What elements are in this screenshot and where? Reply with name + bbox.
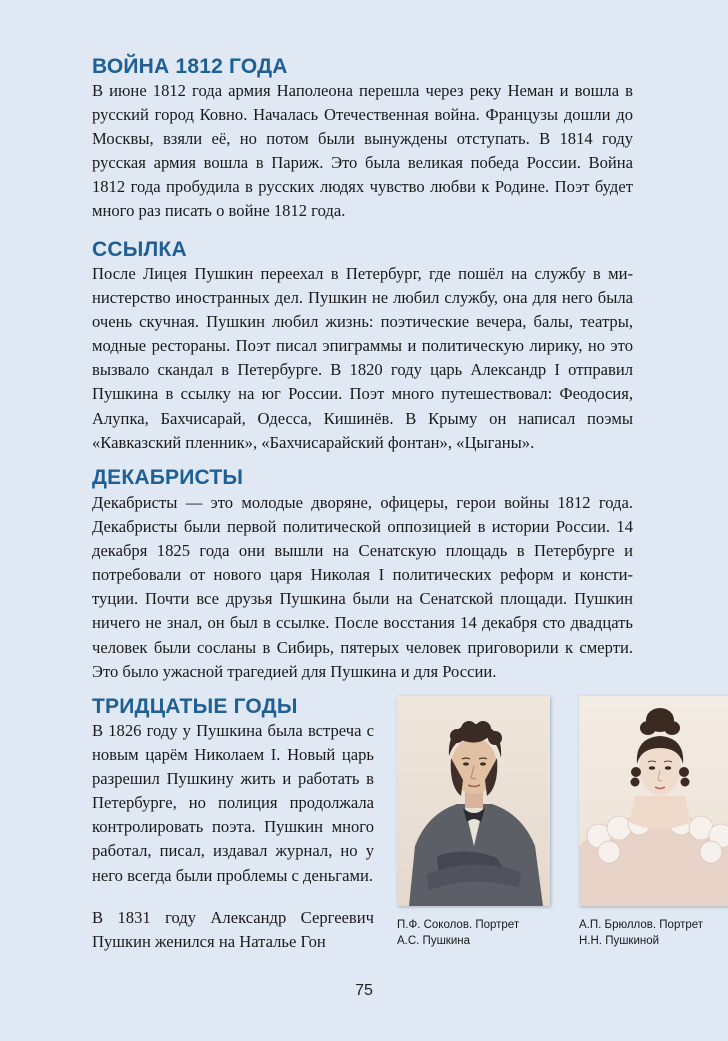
heading-war-1812: ВОЙНА 1812 ГОДА <box>92 55 288 78</box>
caption-pushkin-line2: А.С. Пушкина <box>397 935 471 947</box>
paragraph-exile: После Лицея Пушкин переехал в Петербург, где пошёл на службу в министерство иностранных дел. Пушкин не любил службу, она для него была очень скучная. Пушкин любил жизнь: поэтические вечера, балы, театры, модные рестораны. Поэт писал эпиграммы и политическую лирику, но это вызвало скандал в Петербурге. В 1820 году царь Александр I отправил Пушкина в ссылку на юг России. Поэт много путешествовал: Феодосия, Алупка, Бахчисарай, Одесса, Кишинёв. В Крыму он написал поэмы «Кавказский пленник», «Бахчисарайский фонтан», «Цыганы». <box>92 264 633 452</box>
heading-decembrists: ДЕКАБРИСТЫ <box>92 466 244 489</box>
portrait-pushkin-drawing <box>397 696 550 906</box>
paragraph-decembrists: Декабристы — это молодые дворяне, офицеры, герои войны 1812 года. Декабристы были первой политической оппозицией в истории России. 14 декабря 1825 года они вышли на Сенатскую площадь в Петербурге и потребовали от нового царя Николая I политических реформ и конституции. Почти все друзья Пушкина были на Сенатской площади. Пушкин ничего не знал, он был в ссылке. После восстания 14 декабря сто двадцать человек были сосланы в Сибирь, пятерых человек приговорили к смерти. Это было ужасной трагедией для Пушкина и для России. <box>92 493 633 681</box>
page-number: 75 <box>355 982 373 999</box>
caption-pushkin-line1: П.Ф. Соколов. Портрет <box>397 919 520 931</box>
paragraph-thirties: В 1826 году у Пушкина была встреча с новым царём Николаем I. Новый царь разрешил Пушкину жить и работать в Петербурге, но полиция продолжала контролировать поэта. Пушкин много работал, писал, издавал журнал, но у него всегда были проблемы с деньгами. <box>92 721 374 885</box>
caption-pushkin <box>397 917 519 949</box>
heading-thirties: ТРИДЦАТЫЕ ГОДЫ <box>92 695 298 718</box>
heading-exile: ССЫЛКА <box>92 238 187 261</box>
caption-natalia-line1: А.П. Брюллов. Портрет <box>579 919 704 931</box>
portrait-natalia-image <box>579 696 728 906</box>
paragraph-thirties-continued: В 1831 году Александр Сергеевич Пушкин женился на Наталье Гон <box>92 908 374 952</box>
caption-natalia <box>579 917 703 949</box>
caption-natalia-line2: Н.Н. Пушкиной <box>579 935 660 947</box>
paragraph-war-1812: В июне 1812 года армия Наполеона перешла через реку Неман и вошла в русский город Ковно. Началась Отечественная война. Французы дошли до Москвы, взяли её, но потом были вынуждены отступать. В 1814 году русская армия вошла в Париж. Это была великая победа России. Война 1812 года пробудила в русских людях чувство любви к Родине. Поэт будет много раз писать о войне 1812 года. <box>92 81 633 221</box>
portrait-natalia-drawing <box>579 696 728 906</box>
portrait-pushkin-image <box>397 696 550 906</box>
